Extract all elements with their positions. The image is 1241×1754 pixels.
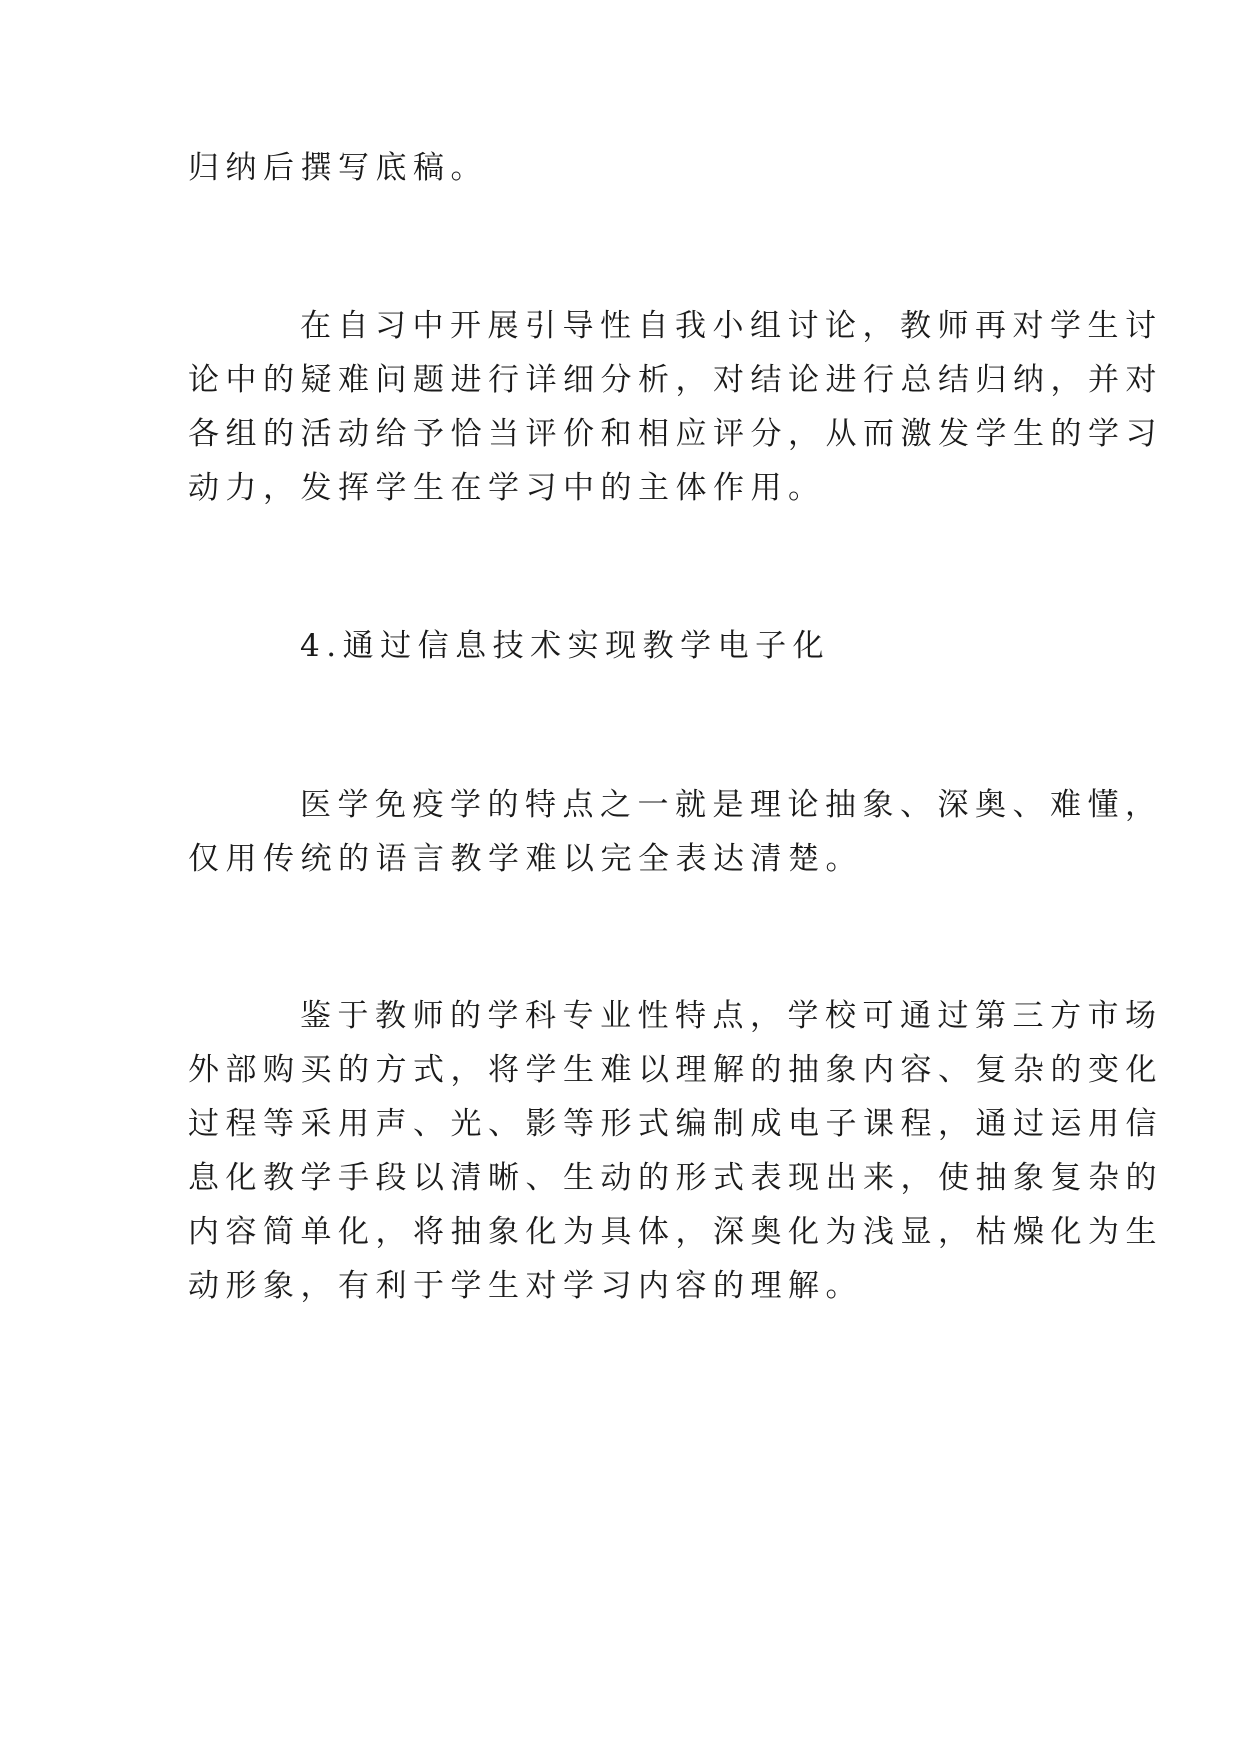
paragraph-line: 各组的活动给予恰当评价和相应评分，从而激发学生的学习 [188,416,1163,452]
paragraph-line: 在自习中开展引导性自我小组讨论，教师再对学生讨 [300,308,1163,344]
paragraph-line: 动力，发挥学生在学习中的主体作用。 [188,470,826,506]
paragraph-line: 动形象，有利于学生对学习内容的理解。 [188,1268,863,1304]
paragraph-line: 外部购买的方式，将学生难以理解的抽象内容、复杂的变化 [188,1052,1163,1088]
paragraph-line: 仅用传统的语言教学难以完全表达清楚。 [188,841,863,877]
paragraph-line: 论中的疑难问题进行详细分析，对结论进行总结归纳，并对 [188,362,1163,398]
paragraph-line: 内容简单化，将抽象化为具体，深奥化为浅显，枯燥化为生 [188,1214,1163,1250]
paragraph-line: 过程等采用声、光、影等形式编制成电子课程，通过运用信 [188,1106,1163,1142]
paragraph-line: 鉴于教师的学科专业性特点，学校可通过第三方市场 [300,998,1163,1034]
paragraph-line: 归纳后撰写底稿。 [188,150,488,186]
paragraph-line: 医学免疫学的特点之一就是理论抽象、深奥、难懂， [300,787,1163,823]
paragraph-line: 息化教学手段以清晰、生动的形式表现出来，使抽象复杂的 [188,1160,1163,1196]
section-heading: 4.通过信息技术实现教学电子化 [300,628,831,664]
